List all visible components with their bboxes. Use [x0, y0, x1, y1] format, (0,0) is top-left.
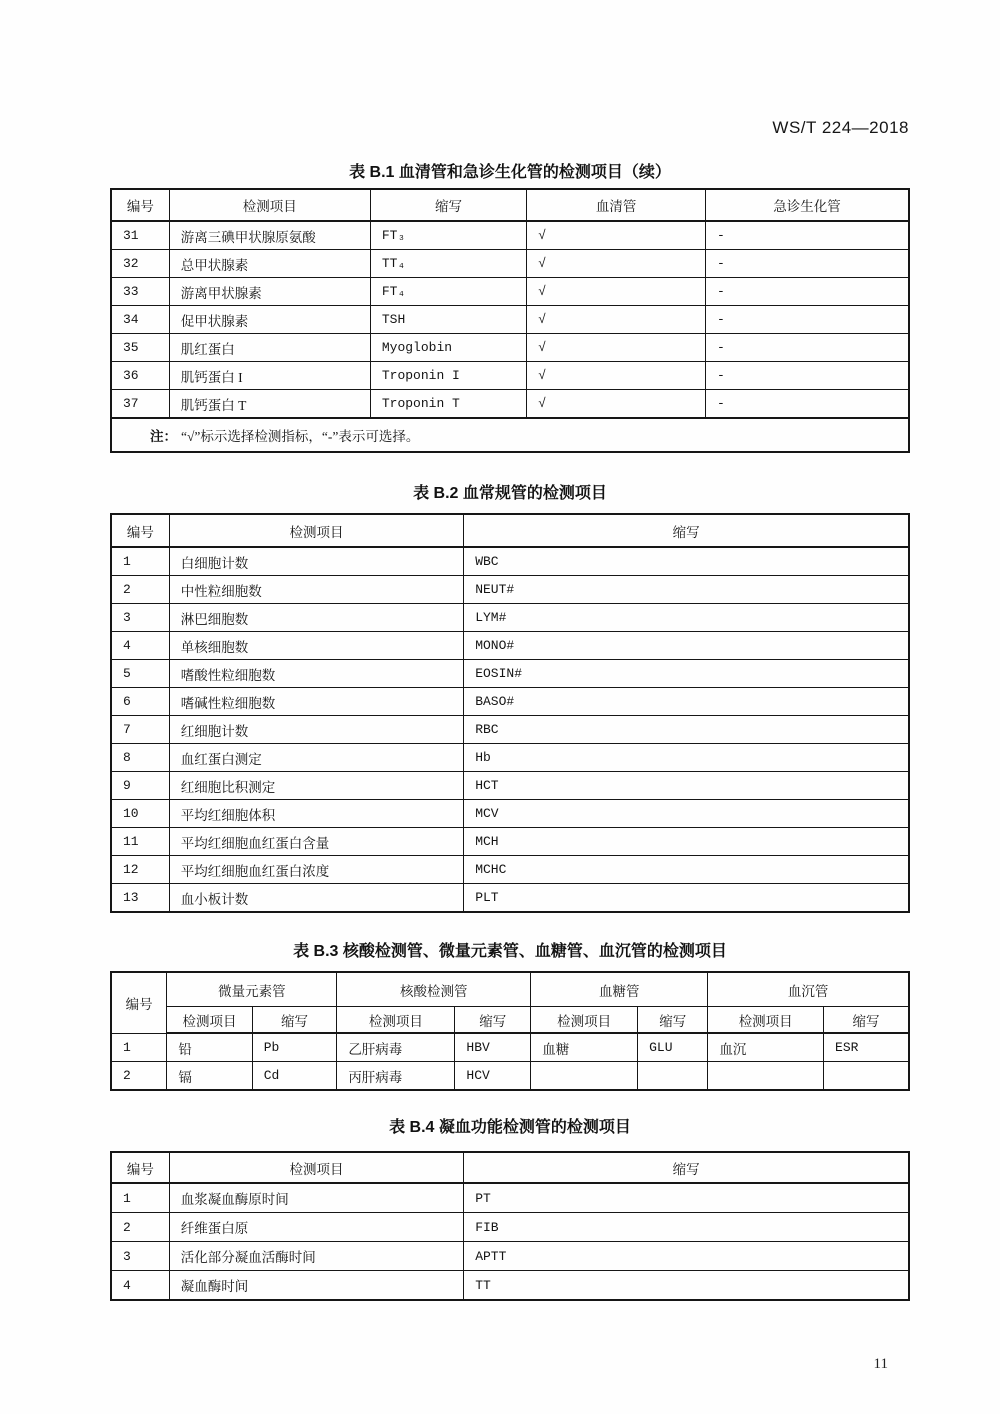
table-row: [111, 547, 909, 576]
table-row: [111, 772, 909, 800]
table-cell: √: [527, 334, 706, 362]
table-cell: 平均红细胞体积: [169, 800, 463, 828]
column-header: 血沉管: [708, 972, 909, 1007]
table-cell: 铅: [167, 1033, 252, 1062]
table-cell: EOSIN#: [464, 660, 909, 688]
table-cell: MONO#: [464, 632, 909, 660]
table-b3: [110, 971, 910, 1091]
table-cell: BASO#: [464, 688, 909, 716]
table-cell: √: [527, 390, 706, 419]
table-cell: √: [527, 250, 706, 278]
table-cell: 8: [111, 744, 169, 772]
table-cell: -: [706, 250, 910, 278]
section-table-b1: [110, 162, 910, 453]
table-cell: MCH: [464, 828, 909, 856]
table-cell: TSH: [370, 306, 526, 334]
table-cell: Troponin I: [370, 362, 526, 390]
column-header: 缩写: [464, 1152, 909, 1183]
table-row: [111, 1271, 909, 1301]
table-cell: RBC: [464, 716, 909, 744]
table-cell: 33: [111, 278, 169, 306]
table-cell: PT: [464, 1183, 909, 1213]
table-cell: TT: [464, 1271, 909, 1301]
table-cell: LYM#: [464, 604, 909, 632]
table-cell: -: [706, 278, 910, 306]
table-row: [111, 221, 909, 250]
table-cell: 游离甲状腺素: [169, 278, 370, 306]
table-cell: 血小板计数: [169, 884, 463, 913]
table-cell: √: [527, 362, 706, 390]
column-header: 检测项目: [169, 1152, 463, 1183]
table-cell: 12: [111, 856, 169, 884]
table-row: [111, 800, 909, 828]
table-cell: 嗜酸性粒细胞数: [169, 660, 463, 688]
table-row: [111, 688, 909, 716]
column-header: 编号: [111, 189, 169, 221]
table-cell: -: [706, 334, 910, 362]
table-b1-title: 表 B.1 血清管和急诊生化管的检测项目（续）: [349, 164, 671, 181]
table-note-cell: [111, 418, 909, 452]
table-cell: 3: [111, 604, 169, 632]
table-cell: 35: [111, 334, 169, 362]
column-header: 编号: [111, 972, 167, 1033]
section-table-b2: [110, 483, 910, 913]
column-header: 编号: [111, 1152, 169, 1183]
table-cell: ESR: [824, 1033, 909, 1062]
table-cell: 纤维蛋白原: [169, 1213, 463, 1242]
table-cell: 32: [111, 250, 169, 278]
table-cell: 2: [111, 1213, 169, 1242]
page-number: 11: [873, 1356, 888, 1372]
table-cell: APTT: [464, 1242, 909, 1271]
column-header: 检测项目: [169, 189, 370, 221]
table-cell: 淋巴细胞数: [169, 604, 463, 632]
column-header: 缩写: [638, 1007, 708, 1034]
table-cell: 血红蛋白测定: [169, 744, 463, 772]
table-row: [111, 744, 909, 772]
column-header: 缩写: [464, 514, 909, 547]
table-cell: 平均红细胞血红蛋白浓度: [169, 856, 463, 884]
table-cell: 游离三碘甲状腺原氨酸: [169, 221, 370, 250]
column-header: 检测项目: [337, 1007, 455, 1034]
table-cell: 1: [111, 1183, 169, 1213]
table-cell: 4: [111, 632, 169, 660]
table-cell: 血沉: [708, 1033, 824, 1062]
table-cell: -: [706, 221, 910, 250]
table-cell: √: [527, 221, 706, 250]
table-cell: Myoglobin: [370, 334, 526, 362]
column-header: 缩写: [455, 1007, 531, 1034]
table-cell: 肌钙蛋白 I: [169, 362, 370, 390]
table-cell: 单核细胞数: [169, 632, 463, 660]
table-cell: HCT: [464, 772, 909, 800]
table-cell: [708, 1062, 824, 1091]
table-cell: 11: [111, 828, 169, 856]
table-cell: 5: [111, 660, 169, 688]
table-row: [111, 1213, 909, 1242]
header-row: [111, 972, 909, 1007]
table-cell: PLT: [464, 884, 909, 913]
page-content: [110, 162, 910, 1301]
table-row: [111, 334, 909, 362]
table-cell: FT₄: [370, 278, 526, 306]
table-cell: 嗜碱性粒细胞数: [169, 688, 463, 716]
section-table-b4: [110, 1117, 910, 1301]
table-cell: FT₃: [370, 221, 526, 250]
table-b4: [110, 1151, 910, 1301]
table-cell: NEUT#: [464, 576, 909, 604]
table-cell: 34: [111, 306, 169, 334]
column-header: 微量元素管: [167, 972, 337, 1007]
table-row: [111, 604, 909, 632]
table-cell: 平均红细胞血红蛋白含量: [169, 828, 463, 856]
table-cell: 丙肝病毒: [337, 1062, 455, 1091]
table-cell: FIB: [464, 1213, 909, 1242]
table-row: [111, 306, 909, 334]
standard-number: WS/T 224—2018: [772, 118, 909, 137]
table-row: [111, 828, 909, 856]
table-b2: [110, 513, 910, 913]
column-header: 缩写: [824, 1007, 909, 1034]
table-cell: 红细胞计数: [169, 716, 463, 744]
table-row: [111, 278, 909, 306]
table-cell: MCHC: [464, 856, 909, 884]
header-row: [111, 514, 909, 547]
table-cell: 血浆凝血酶原时间: [169, 1183, 463, 1213]
table-cell: -: [706, 390, 910, 419]
table-cell: MCV: [464, 800, 909, 828]
table-cell: 乙肝病毒: [337, 1033, 455, 1062]
table-cell: HCV: [455, 1062, 531, 1091]
table-cell: 2: [111, 576, 169, 604]
table-cell: 13: [111, 884, 169, 913]
header-row: [111, 189, 909, 221]
table-cell: 7: [111, 716, 169, 744]
note-label: 注：: [150, 429, 177, 444]
table-b2-title: 表 B.2 血常规管的检测项目: [413, 485, 607, 502]
table-b1: [110, 188, 910, 453]
column-header: 检测项目: [708, 1007, 824, 1034]
table-cell: 肌红蛋白: [169, 334, 370, 362]
table-cell: -: [706, 306, 910, 334]
table-cell: 血糖: [531, 1033, 638, 1062]
column-header: 检测项目: [167, 1007, 252, 1034]
table-cell: 36: [111, 362, 169, 390]
table-cell: 4: [111, 1271, 169, 1301]
section-table-b3: [110, 941, 910, 1091]
table-cell: WBC: [464, 547, 909, 576]
table-cell: GLU: [638, 1033, 708, 1062]
table-cell: 镉: [167, 1062, 252, 1091]
table-row: [111, 362, 909, 390]
table-cell: HBV: [455, 1033, 531, 1062]
table-row: [111, 1062, 909, 1091]
table-note-row: [111, 418, 909, 452]
table-cell: -: [706, 362, 910, 390]
table-row: [111, 1242, 909, 1271]
table-cell: Cd: [252, 1062, 337, 1091]
column-header: 检测项目: [169, 514, 463, 547]
table-row: [111, 576, 909, 604]
table-cell: 总甲状腺素: [169, 250, 370, 278]
table-cell: Pb: [252, 1033, 337, 1062]
table-b4-title: 表 B.4 凝血功能检测管的检测项目: [389, 1119, 631, 1136]
table-row: [111, 1033, 909, 1062]
table-row: [111, 632, 909, 660]
document-header: [0, 0, 1000, 140]
table-row: [111, 884, 909, 913]
column-header: 急诊生化管: [706, 189, 910, 221]
table-cell: [638, 1062, 708, 1091]
table-cell: 6: [111, 688, 169, 716]
table-cell: 37: [111, 390, 169, 419]
page-footer: [0, 1356, 1000, 1373]
table-cell: 红细胞比积测定: [169, 772, 463, 800]
table-row: [111, 1183, 909, 1213]
table-row: [111, 390, 909, 419]
table-cell: 肌钙蛋白 T: [169, 390, 370, 419]
table-cell: 2: [111, 1062, 167, 1091]
table-cell: 1: [111, 1033, 167, 1062]
table-cell: 31: [111, 221, 169, 250]
table-cell: 活化部分凝血活酶时间: [169, 1242, 463, 1271]
column-header: 核酸检测管: [337, 972, 531, 1007]
header-row: [111, 1152, 909, 1183]
table-cell: Hb: [464, 744, 909, 772]
table-cell: TT₄: [370, 250, 526, 278]
table-cell: √: [527, 306, 706, 334]
column-header: 编号: [111, 514, 169, 547]
column-header: 血清管: [527, 189, 706, 221]
table-cell: 凝血酶时间: [169, 1271, 463, 1301]
table-row: [111, 250, 909, 278]
table-row: [111, 856, 909, 884]
table-cell: 中性粒细胞数: [169, 576, 463, 604]
table-cell: 促甲状腺素: [169, 306, 370, 334]
table-cell: √: [527, 278, 706, 306]
column-header: 血糖管: [531, 972, 708, 1007]
table-row: [111, 660, 909, 688]
note-text: “√”标示选择检测指标，“-”表示可选择。: [181, 429, 420, 444]
table-cell: 白细胞计数: [169, 547, 463, 576]
table-cell: 9: [111, 772, 169, 800]
column-header: 缩写: [252, 1007, 337, 1034]
table-cell: 10: [111, 800, 169, 828]
column-header: 缩写: [370, 189, 526, 221]
table-row: [111, 716, 909, 744]
table-b3-title: 表 B.3 核酸检测管、微量元素管、血糖管、血沉管的检测项目: [293, 943, 727, 960]
table-cell: 1: [111, 547, 169, 576]
column-header: 检测项目: [531, 1007, 638, 1034]
table-cell: [824, 1062, 909, 1091]
table-cell: [531, 1062, 638, 1091]
table-cell: Troponin T: [370, 390, 526, 419]
table-cell: 3: [111, 1242, 169, 1271]
header-row: [111, 1007, 909, 1034]
